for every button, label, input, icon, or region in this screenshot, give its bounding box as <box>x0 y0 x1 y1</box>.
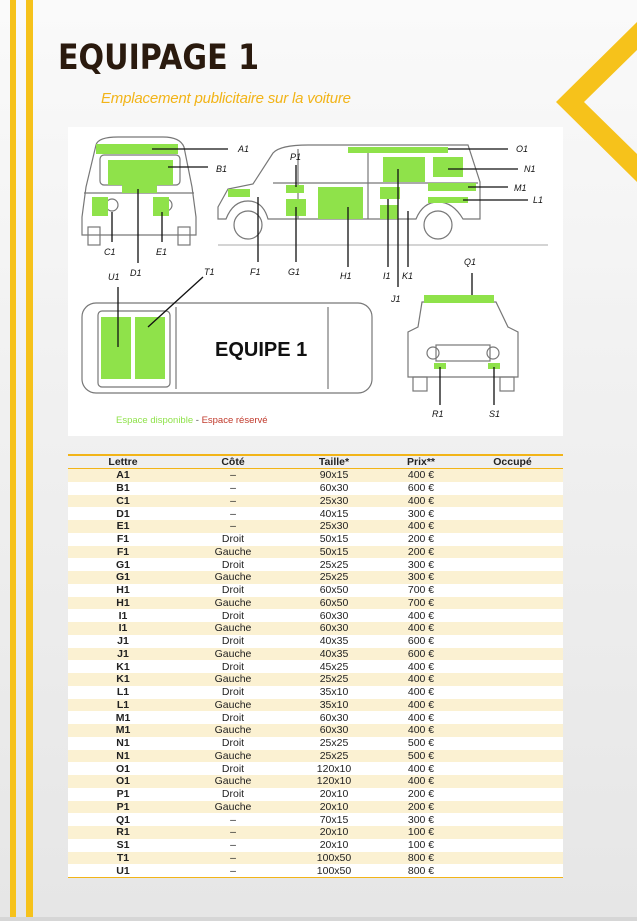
cell-cote: Droit <box>178 533 288 546</box>
table-row <box>68 673 563 686</box>
label-n1: N1 <box>524 164 536 174</box>
page-title: EQUIPAGE 1 <box>58 38 260 78</box>
cell-occupe <box>462 520 563 533</box>
table-row <box>68 801 563 814</box>
cell-taille: 120x10 <box>288 775 380 788</box>
cell-taille: 90x15 <box>288 469 380 482</box>
cell-prix: 400 € <box>380 686 462 699</box>
table-row <box>68 635 563 648</box>
cell-lettre: J1 <box>68 648 178 661</box>
cell-occupe <box>462 852 563 865</box>
cell-occupe <box>462 648 563 661</box>
cell-taille: 35x10 <box>288 699 380 712</box>
cell-lettre: K1 <box>68 673 178 686</box>
cell-occupe <box>462 635 563 648</box>
label-r1: R1 <box>432 409 444 419</box>
cell-lettre: G1 <box>68 571 178 584</box>
cell-lettre: J1 <box>68 635 178 648</box>
cell-cote: Gauche <box>178 546 288 559</box>
header-prix: Prix** <box>380 455 462 469</box>
cell-taille: 20x10 <box>288 839 380 852</box>
label-m1: M1 <box>514 183 527 193</box>
cell-occupe <box>462 750 563 763</box>
cell-lettre: O1 <box>68 762 178 775</box>
cell-cote: Gauche <box>178 750 288 763</box>
cell-taille: 25x25 <box>288 558 380 571</box>
cell-lettre: A1 <box>68 469 178 482</box>
cell-cote: Droit <box>178 788 288 801</box>
cell-occupe <box>462 724 563 737</box>
cell-lettre: G1 <box>68 558 178 571</box>
cell-occupe <box>462 864 563 877</box>
zone-n1 <box>433 157 463 177</box>
cell-taille: 60x30 <box>288 482 380 495</box>
cell-prix: 300 € <box>380 571 462 584</box>
header-taille: Taille* <box>288 455 380 469</box>
cell-prix: 400 € <box>380 762 462 775</box>
cell-taille: 20x10 <box>288 788 380 801</box>
label-f1: F1 <box>250 267 261 277</box>
cell-occupe <box>462 597 563 610</box>
bottom-band <box>0 917 637 921</box>
cell-cote: Droit <box>178 686 288 699</box>
zone-d1 <box>122 185 157 193</box>
cell-cote: Gauche <box>178 597 288 610</box>
cell-prix: 700 € <box>380 597 462 610</box>
label-d1: D1 <box>130 268 142 278</box>
table-row <box>68 775 563 788</box>
label-c1: C1 <box>104 247 116 257</box>
cell-lettre: D1 <box>68 507 178 520</box>
cell-lettre: I1 <box>68 622 178 635</box>
cell-taille: 60x30 <box>288 609 380 622</box>
cell-cote: – <box>178 495 288 508</box>
cell-occupe <box>462 813 563 826</box>
cell-cote: – <box>178 507 288 520</box>
cell-prix: 400 € <box>380 469 462 482</box>
cell-occupe <box>462 571 563 584</box>
cell-occupe <box>462 839 563 852</box>
header-lettre: Lettre <box>68 455 178 469</box>
zone-h1 <box>318 187 363 219</box>
label-l1: L1 <box>533 195 544 205</box>
table-row <box>68 839 563 852</box>
label-o1: O1 <box>516 144 529 154</box>
table-row <box>68 826 563 839</box>
zone-p1 <box>286 185 304 193</box>
table-row <box>68 609 563 622</box>
cell-cote: – <box>178 826 288 839</box>
cell-lettre: U1 <box>68 864 178 877</box>
cell-prix: 400 € <box>380 622 462 635</box>
cell-cote: – <box>178 813 288 826</box>
cell-occupe <box>462 507 563 520</box>
cell-taille: 40x15 <box>288 507 380 520</box>
cell-occupe <box>462 826 563 839</box>
label-u1: U1 <box>108 272 120 282</box>
cell-lettre: K1 <box>68 660 178 673</box>
cell-lettre: P1 <box>68 788 178 801</box>
cell-taille: 45x25 <box>288 660 380 673</box>
cell-cote: – <box>178 864 288 877</box>
left-stripe-2 <box>26 0 33 921</box>
label-i1: I1 <box>383 271 391 281</box>
cell-occupe <box>462 686 563 699</box>
legend-available: Espace disponible <box>116 415 194 426</box>
pricing-table <box>68 454 563 878</box>
cell-taille: 25x30 <box>288 495 380 508</box>
table-row <box>68 699 563 712</box>
label-e1: E1 <box>156 247 168 257</box>
zone-b1 <box>108 160 173 185</box>
table-row <box>68 495 563 508</box>
roof-label: EQUIPE 1 <box>215 339 308 361</box>
cell-occupe <box>462 584 563 597</box>
cell-cote: – <box>178 852 288 865</box>
cell-occupe <box>462 711 563 724</box>
left-stripe-1 <box>10 0 16 921</box>
cell-occupe <box>462 762 563 775</box>
cell-taille: 100x50 <box>288 852 380 865</box>
cell-taille: 25x25 <box>288 750 380 763</box>
zone-e1 <box>153 197 169 216</box>
cell-prix: 500 € <box>380 737 462 750</box>
cell-prix: 400 € <box>380 660 462 673</box>
label-q1: Q1 <box>464 257 477 267</box>
cell-taille: 25x30 <box>288 520 380 533</box>
table-row <box>68 597 563 610</box>
table-row <box>68 533 563 546</box>
cell-taille: 50x15 <box>288 546 380 559</box>
cell-prix: 800 € <box>380 852 462 865</box>
cell-taille: 60x30 <box>288 622 380 635</box>
cell-taille: 25x25 <box>288 571 380 584</box>
cell-cote: Gauche <box>178 699 288 712</box>
table-row <box>68 520 563 533</box>
legend-separator: - <box>193 415 202 426</box>
cell-prix: 400 € <box>380 673 462 686</box>
cell-lettre: C1 <box>68 495 178 508</box>
table-row <box>68 584 563 597</box>
cell-lettre: L1 <box>68 699 178 712</box>
zone-o1 <box>348 147 448 153</box>
table-row <box>68 813 563 826</box>
cell-lettre: T1 <box>68 852 178 865</box>
chevron-decoration-icon <box>556 22 637 182</box>
cell-lettre: H1 <box>68 597 178 610</box>
label-p1: P1 <box>290 152 302 162</box>
cell-prix: 200 € <box>380 788 462 801</box>
cell-occupe <box>462 775 563 788</box>
cell-lettre: S1 <box>68 839 178 852</box>
cell-cote: Droit <box>178 660 288 673</box>
cell-prix: 400 € <box>380 495 462 508</box>
header-occupe: Occupé <box>462 455 563 469</box>
cell-lettre: R1 <box>68 826 178 839</box>
label-k1: K1 <box>402 271 414 281</box>
cell-taille: 25x25 <box>288 673 380 686</box>
cell-cote: Droit <box>178 737 288 750</box>
table-row <box>68 546 563 559</box>
legend-reserved: Espace réservé <box>201 415 268 426</box>
zone-l1 <box>428 197 468 203</box>
cell-taille: 60x30 <box>288 711 380 724</box>
cell-lettre: P1 <box>68 801 178 814</box>
zone-u1 <box>101 317 131 379</box>
table-row <box>68 469 563 482</box>
zone-k1 <box>380 205 398 219</box>
diagram-legend <box>116 415 268 426</box>
cell-prix: 200 € <box>380 533 462 546</box>
page-subtitle: Emplacement publicitaire sur la voiture <box>101 90 351 107</box>
cell-taille: 25x25 <box>288 737 380 750</box>
cell-cote: Gauche <box>178 775 288 788</box>
table-row <box>68 852 563 865</box>
cell-cote: Gauche <box>178 673 288 686</box>
cell-occupe <box>462 801 563 814</box>
cell-taille: 50x15 <box>288 533 380 546</box>
front-view-car <box>408 302 518 391</box>
cell-cote: Gauche <box>178 622 288 635</box>
cell-lettre: O1 <box>68 775 178 788</box>
table-row <box>68 711 563 724</box>
cell-prix: 100 € <box>380 839 462 852</box>
label-b1: B1 <box>216 164 228 174</box>
zone-q1 <box>424 295 494 303</box>
table-row <box>68 622 563 635</box>
cell-prix: 300 € <box>380 507 462 520</box>
cell-taille: 35x10 <box>288 686 380 699</box>
cell-lettre: N1 <box>68 750 178 763</box>
cell-occupe <box>462 737 563 750</box>
cell-cote: Gauche <box>178 801 288 814</box>
cell-occupe <box>462 482 563 495</box>
cell-prix: 400 € <box>380 724 462 737</box>
label-h1: H1 <box>340 271 352 281</box>
cell-taille: 60x50 <box>288 597 380 610</box>
table-row <box>68 788 563 801</box>
label-s1: S1 <box>489 409 501 419</box>
cell-taille: 120x10 <box>288 762 380 775</box>
cell-occupe <box>462 546 563 559</box>
cell-taille: 40x35 <box>288 635 380 648</box>
cell-occupe <box>462 609 563 622</box>
cell-lettre: I1 <box>68 609 178 622</box>
table-row <box>68 864 563 877</box>
cell-taille: 60x30 <box>288 724 380 737</box>
cell-cote: Gauche <box>178 724 288 737</box>
cell-prix: 600 € <box>380 648 462 661</box>
label-t1: T1 <box>204 267 215 277</box>
table-row <box>68 558 563 571</box>
cell-taille: 40x35 <box>288 648 380 661</box>
table-row <box>68 750 563 763</box>
table-row <box>68 724 563 737</box>
cell-lettre: Q1 <box>68 813 178 826</box>
pricing-table-body <box>68 469 563 878</box>
cell-prix: 300 € <box>380 558 462 571</box>
cell-occupe <box>462 558 563 571</box>
cell-cote: – <box>178 469 288 482</box>
cell-prix: 400 € <box>380 520 462 533</box>
cell-prix: 400 € <box>380 711 462 724</box>
cell-taille: 60x50 <box>288 584 380 597</box>
cell-prix: 600 € <box>380 635 462 648</box>
cell-prix: 500 € <box>380 750 462 763</box>
cell-prix: 100 € <box>380 826 462 839</box>
table-row <box>68 507 563 520</box>
cell-prix: 200 € <box>380 801 462 814</box>
table-row <box>68 482 563 495</box>
cell-occupe <box>462 495 563 508</box>
cell-taille: 70x15 <box>288 813 380 826</box>
cell-lettre: H1 <box>68 584 178 597</box>
cell-cote: Droit <box>178 711 288 724</box>
label-a1: A1 <box>238 144 250 154</box>
zone-i1 <box>380 187 400 199</box>
cell-prix: 200 € <box>380 546 462 559</box>
cell-prix: 400 € <box>380 775 462 788</box>
car-diagram <box>68 127 563 436</box>
cell-cote: – <box>178 839 288 852</box>
cell-occupe <box>462 788 563 801</box>
cell-lettre: E1 <box>68 520 178 533</box>
zone-j1 <box>383 157 425 182</box>
cell-lettre: M1 <box>68 724 178 737</box>
cell-cote: Droit <box>178 558 288 571</box>
cell-taille: 100x50 <box>288 864 380 877</box>
cell-prix: 600 € <box>380 482 462 495</box>
cell-cote: Droit <box>178 609 288 622</box>
cell-prix: 800 € <box>380 864 462 877</box>
table-row <box>68 686 563 699</box>
cell-lettre: L1 <box>68 686 178 699</box>
table-header-row <box>68 455 563 469</box>
label-j1: J1 <box>391 294 401 304</box>
cell-prix: 400 € <box>380 699 462 712</box>
cell-prix: 400 € <box>380 609 462 622</box>
table-row <box>68 648 563 661</box>
cell-cote: Gauche <box>178 571 288 584</box>
cell-cote: – <box>178 482 288 495</box>
cell-lettre: F1 <box>68 533 178 546</box>
cell-lettre: N1 <box>68 737 178 750</box>
cell-taille: 20x10 <box>288 801 380 814</box>
table-row <box>68 660 563 673</box>
cell-lettre: M1 <box>68 711 178 724</box>
cell-occupe <box>462 660 563 673</box>
cell-cote: Gauche <box>178 648 288 661</box>
cell-lettre: F1 <box>68 546 178 559</box>
zone-f1 <box>228 189 250 197</box>
cell-occupe <box>462 622 563 635</box>
cell-cote: Droit <box>178 635 288 648</box>
zone-c1 <box>92 197 108 216</box>
table-row <box>68 737 563 750</box>
cell-occupe <box>462 673 563 686</box>
cell-cote: Droit <box>178 762 288 775</box>
header-cote: Côté <box>178 455 288 469</box>
cell-prix: 700 € <box>380 584 462 597</box>
cell-occupe <box>462 533 563 546</box>
cell-occupe <box>462 699 563 712</box>
zone-t1 <box>135 317 165 379</box>
cell-lettre: B1 <box>68 482 178 495</box>
cell-cote: Droit <box>178 584 288 597</box>
cell-taille: 20x10 <box>288 826 380 839</box>
cell-prix: 300 € <box>380 813 462 826</box>
cell-occupe <box>462 469 563 482</box>
table-row <box>68 571 563 584</box>
cell-cote: – <box>178 520 288 533</box>
table-row <box>68 762 563 775</box>
label-g1: G1 <box>288 267 301 277</box>
